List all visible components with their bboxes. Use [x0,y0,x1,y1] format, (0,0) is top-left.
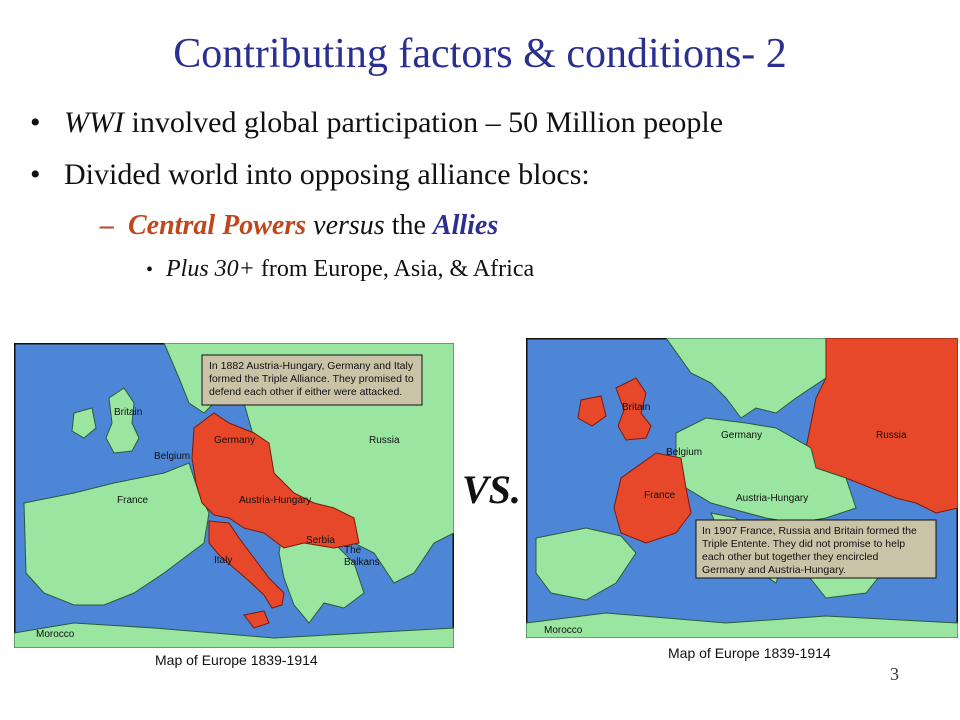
label-germany: Germany [214,435,256,446]
sub-sub-bullet-item [146,256,930,283]
info-line: each other but together they encircled [702,551,879,563]
sub-sub-bullet-text [166,256,534,283]
label-britain: Britain [114,407,143,418]
slide-title: Contributing factors & conditions- 2 [173,31,787,77]
subsub-rest: from Europe, Asia, & Africa [254,256,535,282]
bullet-rest: involved global participation – 50 Million people [123,106,724,139]
bullet-dot-icon: • [30,158,41,191]
label-france: France [117,495,149,506]
versus-text: versus [306,210,392,241]
page-number: 3 [890,664,899,684]
info-line: formed the Triple Alliance. They promised to [209,373,414,385]
sub-bullet-text [128,210,498,242]
bullet-text: Divided world into opposing alliance blocs: [64,158,590,191]
label-russia: Russia [876,430,907,441]
label-morocco: Morocco [544,625,583,636]
bullet-item [30,158,930,192]
label-austria-hungary: Austria-Hungary [239,495,312,506]
sub-bullet-dash: – [100,210,114,241]
bullet-text [64,106,723,140]
map-triple-entente [526,338,958,638]
map-caption-right: Map of Europe 1839-1914 [668,645,831,661]
label-italy: Italy [214,555,233,566]
the-text: the [391,210,433,241]
label-britain: Britain [622,402,651,413]
label-serbia: Serbia [306,535,335,546]
label-germany: Germany [721,430,763,441]
label-belgium: Belgium [154,451,191,462]
bullet-list [30,106,930,283]
bullet-dot-icon: • [146,259,154,281]
info-line: defend each other if either were attacked. [209,386,403,398]
label-the: The [344,545,362,556]
allies-text: Allies [432,210,499,241]
label-russia: Russia [369,435,400,446]
bullet-lead: WWI [64,106,124,139]
sub-bullet-item [100,210,930,242]
subsub-lead: Plus 30+ [166,256,255,282]
info-line: In 1907 France, Russia and Britain formed the [702,525,917,537]
central-powers-text: Central Powers [128,210,307,241]
label-france: France [644,490,676,501]
info-line: Germany and Austria-Hungary. [702,564,846,576]
bullet-dot-icon: • [30,106,41,139]
versus-label: VS. [462,467,521,512]
map-caption-left: Map of Europe 1839-1914 [155,652,318,668]
info-line: Triple Entente. They did not promise to help [702,538,906,550]
map-triple-alliance [14,343,454,648]
label-austria-hungary: Austria-Hungary [736,493,809,504]
label-morocco: Morocco [36,629,75,640]
label-belgium: Belgium [666,447,703,458]
label-balkans: Balkans [344,557,380,568]
bullet-item [30,106,930,140]
info-line: In 1882 Austria-Hungary, Germany and Italy [209,360,414,372]
